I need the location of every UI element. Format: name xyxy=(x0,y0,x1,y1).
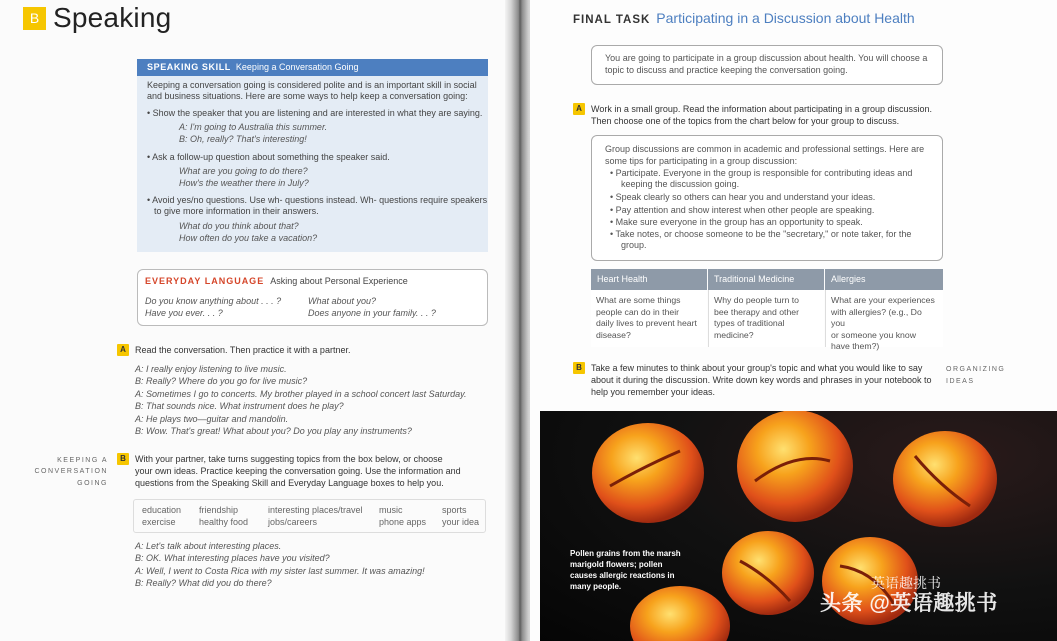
chart-cell-line: types of traditional xyxy=(714,318,785,328)
side-label-organizing-ideas: ORGANIZING IDEAS xyxy=(946,366,1006,385)
chart-cell-line: disease? xyxy=(596,329,631,340)
task-intro-box xyxy=(591,45,943,85)
tip-item: • Make sure everyone in the group has an opportunity to speak. xyxy=(610,217,863,227)
everyday-language-header xyxy=(145,276,408,286)
final-task-label: FINAL TASK xyxy=(573,14,651,26)
skill-bullet-2: • Ask a follow-up question about something the speaker said. xyxy=(147,152,390,162)
final-task-title xyxy=(573,10,915,26)
chart-header-heart-health: Heart Health xyxy=(591,269,707,290)
topic-item: sports xyxy=(442,505,467,515)
conversation-line: B: Really? What did you do there? xyxy=(135,578,272,588)
pollen-grain xyxy=(737,411,853,522)
conversation-line: B: Wow. That's great! What about you? Do you play any instruments? xyxy=(135,426,412,436)
conversation-line: A: Sometimes I go to concerts. My brother played in a school concert last Saturday. xyxy=(135,389,467,399)
task-intro-text: You are going to participate in a group discussion about health. You will choose a xyxy=(605,53,928,63)
chart-cell-line: have them?) xyxy=(831,341,880,351)
topic-item: education xyxy=(142,505,182,515)
pollen-grain xyxy=(630,586,730,641)
side-label: KEEPING A xyxy=(57,457,108,464)
exercise-a-marker: A xyxy=(573,103,585,115)
skill-example: What do you think about that? xyxy=(179,221,299,231)
conversation-line: B: Really? Where do you go for live music? xyxy=(135,376,308,386)
right-page xyxy=(530,0,1057,641)
exercise-b-instruction: With your partner, take turns suggesting topics from the box below, or choose xyxy=(135,454,443,464)
speaking-skill-label: SPEAKING SKILL xyxy=(147,62,231,72)
conversation-line: B: OK. What interesting places have you visited? xyxy=(135,553,330,563)
exercise-b-instruction: questions from the Speaking Skill and Everyday Language boxes to help you. xyxy=(135,478,444,488)
chart-cell-line: bee therapy and other xyxy=(714,306,800,317)
chart-cell-line: daily lives to prevent heart xyxy=(596,318,697,328)
side-label: CONVERSATION xyxy=(34,468,108,475)
conversation-line: A: Let's talk about interesting places. xyxy=(135,541,282,551)
tip-item: • Pay attention and show interest when other people are speaking. xyxy=(610,205,875,215)
chart-header-allergies: Allergies xyxy=(825,269,943,290)
topic-item: phone apps xyxy=(379,517,427,527)
topic-item: friendship xyxy=(199,505,239,515)
watermark: 头条 @英语趣挑书 xyxy=(820,592,998,615)
topic-chart xyxy=(591,269,943,351)
skill-intro-2: and business situations. Here are some ways to help keep a conversation going: xyxy=(147,91,468,101)
chart-cell-line: What are some things xyxy=(596,295,681,305)
conversation-line: A: I really enjoy listening to live music. xyxy=(135,364,287,374)
topic-item: exercise xyxy=(142,517,176,527)
task-intro-text: topic to discuss and practice keeping the conversation going. xyxy=(605,65,848,75)
everyday-phrase: Does anyone in your family. . . ? xyxy=(308,308,436,318)
tip-item: keeping the discussion going. xyxy=(621,179,740,189)
exercise-b-instruction: help you remember your ideas. xyxy=(591,387,716,397)
conversation-line: B: That sounds nice. What instrument does he play? xyxy=(135,401,344,411)
topic-item: interesting places/travel xyxy=(268,505,363,515)
tips-text: some tips for participating in a group discussion: xyxy=(605,156,798,166)
photo-caption xyxy=(570,548,700,592)
skill-example: How often do you take a vacation? xyxy=(179,233,318,243)
speaking-skill-header xyxy=(137,59,488,76)
exercise-b-instruction: Take a few minutes to think about your group's topic and what you would like to say xyxy=(591,363,923,373)
everyday-language-box xyxy=(137,269,488,326)
skill-bullet-1: • Show the speaker that you are listening and are interested in what they are saying. xyxy=(147,108,483,118)
tip-item: group. xyxy=(621,240,647,250)
topic-item: music xyxy=(379,505,403,515)
final-task-topic: Participating in a Discussion about Health xyxy=(656,10,915,26)
skill-intro-1: Keeping a conversation going is considered polite and is an important skill in social xyxy=(147,80,477,90)
chart-cell-line: Why do people turn to xyxy=(714,295,799,305)
topic-box xyxy=(133,499,486,533)
exercise-b-marker: B xyxy=(117,453,129,465)
section-letter-badge: B xyxy=(23,7,46,30)
exercise-a-instruction: Read the conversation. Then practice it with a partner. xyxy=(135,345,351,355)
everyday-phrase: What about you? xyxy=(308,296,377,306)
tip-item: • Participate. Everyone in the group is responsible for contributing ideas and xyxy=(610,168,913,178)
caption-line: many people. xyxy=(570,582,622,591)
chart-cell xyxy=(591,290,707,347)
everyday-language-topic: Asking about Personal Experience xyxy=(270,276,408,286)
everyday-phrase: Have you ever. . . ? xyxy=(145,308,223,318)
chart-cell-line: people can do in their xyxy=(596,306,680,317)
chart-cell xyxy=(708,290,824,347)
exercise-a-instruction: Then choose one of the topics from the chart below for your group to discuss. xyxy=(591,116,900,126)
watermark-small: 英语趣挑书 xyxy=(871,575,941,591)
tips-text: Group discussions are common in academic and professional settings. Here are xyxy=(605,144,925,154)
exercise-a-instruction: Work in a small group. Read the information about participating in a group discussion. xyxy=(591,104,933,114)
chart-cell-line: or someone you know xyxy=(831,329,916,340)
page-title: Speaking xyxy=(53,2,172,33)
caption-line: Pollen grains from the marsh xyxy=(570,549,681,558)
chart-header-traditional-medicine: Traditional Medicine xyxy=(708,269,824,290)
topic-item: jobs/careers xyxy=(268,517,318,527)
everyday-language-label: EVERYDAY LANGUAGE xyxy=(145,276,265,286)
skill-example: What are you going to do there? xyxy=(179,166,308,176)
conversation-line: A: Well, I went to Costa Rica with my sister last summer. It was amazing! xyxy=(135,566,425,576)
topic-item: healthy food xyxy=(199,517,249,527)
tip-item: • Speak clearly so others can hear you and understand your ideas. xyxy=(610,192,876,202)
caption-line: causes allergic reactions in xyxy=(570,571,675,580)
exercise-b-instruction: about it during the discussion. Write down key words and phrases in your notebook to xyxy=(591,375,932,385)
side-label: GOING xyxy=(77,480,108,487)
exercise-b-instruction: your own ideas. Practice keeping the conversation going. Use the information and xyxy=(135,466,461,476)
chart-cell-line: medicine? xyxy=(714,329,754,340)
tip-item: • Take notes, or choose someone to be the "secretary," or note taker, for the xyxy=(610,229,912,239)
skill-bullet-3-cont: to give more information in their answers. xyxy=(154,206,319,216)
speaking-skill-box xyxy=(137,59,488,252)
pollen-grain xyxy=(893,431,997,527)
pollen-grain xyxy=(592,423,704,523)
exercise-b-marker: B xyxy=(573,362,585,374)
group-discussion-tips-box xyxy=(591,135,943,261)
skill-example: A: I'm going to Australia this summer. xyxy=(179,122,328,132)
chart-cell xyxy=(825,290,943,351)
chart-cell-line: with allergies? (e.g., Do you xyxy=(831,306,922,328)
skill-example: B: Oh, really? That's interesting! xyxy=(179,134,307,144)
skill-bullet-3: • Avoid yes/no questions. Use wh- questions instead. Wh- questions require speakers xyxy=(147,195,488,205)
pollen-grain xyxy=(722,531,814,615)
exercise-a-marker: A xyxy=(117,344,129,356)
speaking-skill-topic: Keeping a Conversation Going xyxy=(235,62,359,72)
everyday-phrase: Do you know anything about . . . ? xyxy=(145,296,282,306)
left-page xyxy=(0,0,512,641)
caption-line: marigold flowers; pollen xyxy=(570,560,663,569)
pollen-photo xyxy=(540,411,1057,641)
conversation-line: A: He plays two—guitar and mandolin. xyxy=(135,414,289,424)
skill-example: How's the weather there in July? xyxy=(179,178,309,188)
topic-item: your idea xyxy=(442,517,480,527)
chart-cell-line: What are your experiences xyxy=(831,295,935,305)
